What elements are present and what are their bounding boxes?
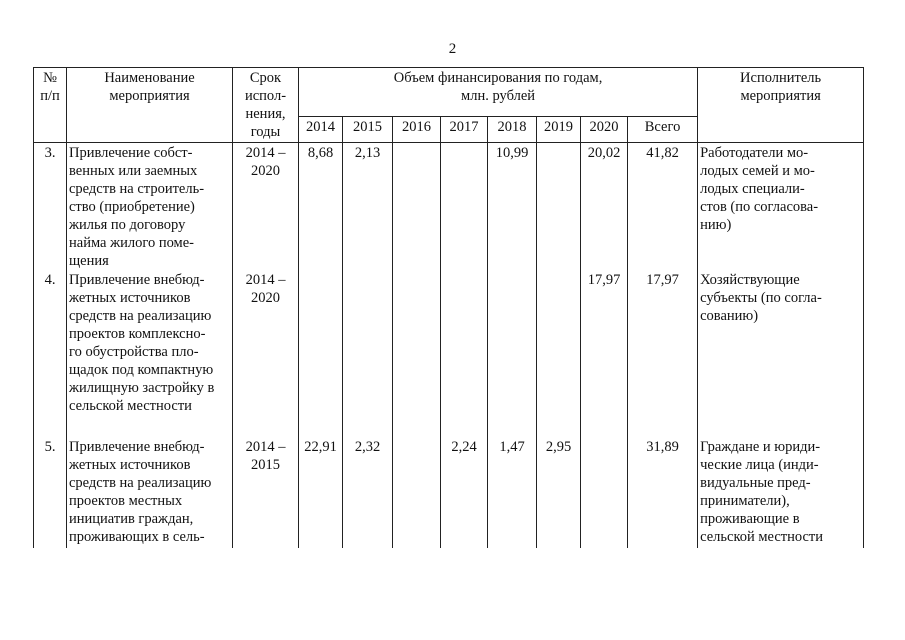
- row-period: 2014 – 2020: [233, 270, 299, 437]
- row-value-2016: [393, 143, 441, 271]
- header-year-2019: 2019: [537, 116, 581, 142]
- financing-table: [33, 67, 864, 548]
- row-name: Привлечение собст- венных или заемных средств на строитель- ство (приобретение) жилья по договору найма жилого поме- щения: [67, 143, 233, 271]
- row-num: 3.: [34, 143, 67, 271]
- row-value-total: 31,89: [628, 437, 698, 548]
- row-value-total: 17,97: [628, 270, 698, 437]
- header-name: Наименование мероприятия: [67, 68, 233, 143]
- table-row: [34, 143, 864, 271]
- row-value-2015: 2,32: [343, 437, 393, 548]
- header-period: Срок испол- нения, годы: [233, 68, 299, 143]
- row-num: 5.: [34, 437, 67, 548]
- table-row: [34, 270, 864, 437]
- row-value-2020: 17,97: [581, 270, 628, 437]
- header-executor: Исполнитель мероприятия: [698, 68, 864, 143]
- row-period: 2014 – 2015: [233, 437, 299, 548]
- row-num: 4.: [34, 270, 67, 437]
- row-value-2020: 20,02: [581, 143, 628, 271]
- row-name: Привлечение внебюд- жетных источников средств на реализацию проектов комплексно- го обустройства пло- щадок под компактную жилищную застройку в сельской местности: [67, 270, 233, 437]
- row-value-total: 41,82: [628, 143, 698, 271]
- row-executor: Граждане и юриди- ческие лица (инди- видуальные пред- приниматели), проживающие в сельской местности: [698, 437, 864, 548]
- row-value-2019: [537, 270, 581, 437]
- row-name: Привлечение внебюд- жетных источников средств на реализацию проектов местных инициатив граждан, проживающих в сель-: [67, 437, 233, 548]
- table-row: [34, 437, 864, 548]
- row-value-2017: 2,24: [441, 437, 488, 548]
- header-year-2017: 2017: [441, 116, 488, 142]
- header-row: [34, 68, 864, 117]
- header-year-2014: 2014: [299, 116, 343, 142]
- header-num: № п/п: [34, 68, 67, 143]
- row-value-2015: 2,13: [343, 143, 393, 271]
- row-value-2019: [537, 143, 581, 271]
- row-value-2018: [488, 270, 537, 437]
- row-period: 2014 – 2020: [233, 143, 299, 271]
- row-value-2016: [393, 270, 441, 437]
- header-year-2020: 2020: [581, 116, 628, 142]
- header-total: Всего: [628, 116, 698, 142]
- row-value-2017: [441, 270, 488, 437]
- row-value-2015: [343, 270, 393, 437]
- row-value-2018: 10,99: [488, 143, 537, 271]
- row-executor: Работодатели мо- лодых семей и мо- лодых специали- стов (по согласова- нию): [698, 143, 864, 271]
- header-financing: Объем финансирования по годам, млн. рублей: [299, 68, 698, 117]
- row-executor: Хозяйствующие субъекты (по согла- сованию): [698, 270, 864, 437]
- row-value-2014: [299, 270, 343, 437]
- header-year-2018: 2018: [488, 116, 537, 142]
- page-number: 2: [448, 41, 457, 57]
- header-year-2015: 2015: [343, 116, 393, 142]
- row-value-2014: 8,68: [299, 143, 343, 271]
- row-value-2017: [441, 143, 488, 271]
- row-value-2020: [581, 437, 628, 548]
- row-value-2014: 22,91: [299, 437, 343, 548]
- header-year-2016: 2016: [393, 116, 441, 142]
- row-value-2016: [393, 437, 441, 548]
- row-value-2019: 2,95: [537, 437, 581, 548]
- row-value-2018: 1,47: [488, 437, 537, 548]
